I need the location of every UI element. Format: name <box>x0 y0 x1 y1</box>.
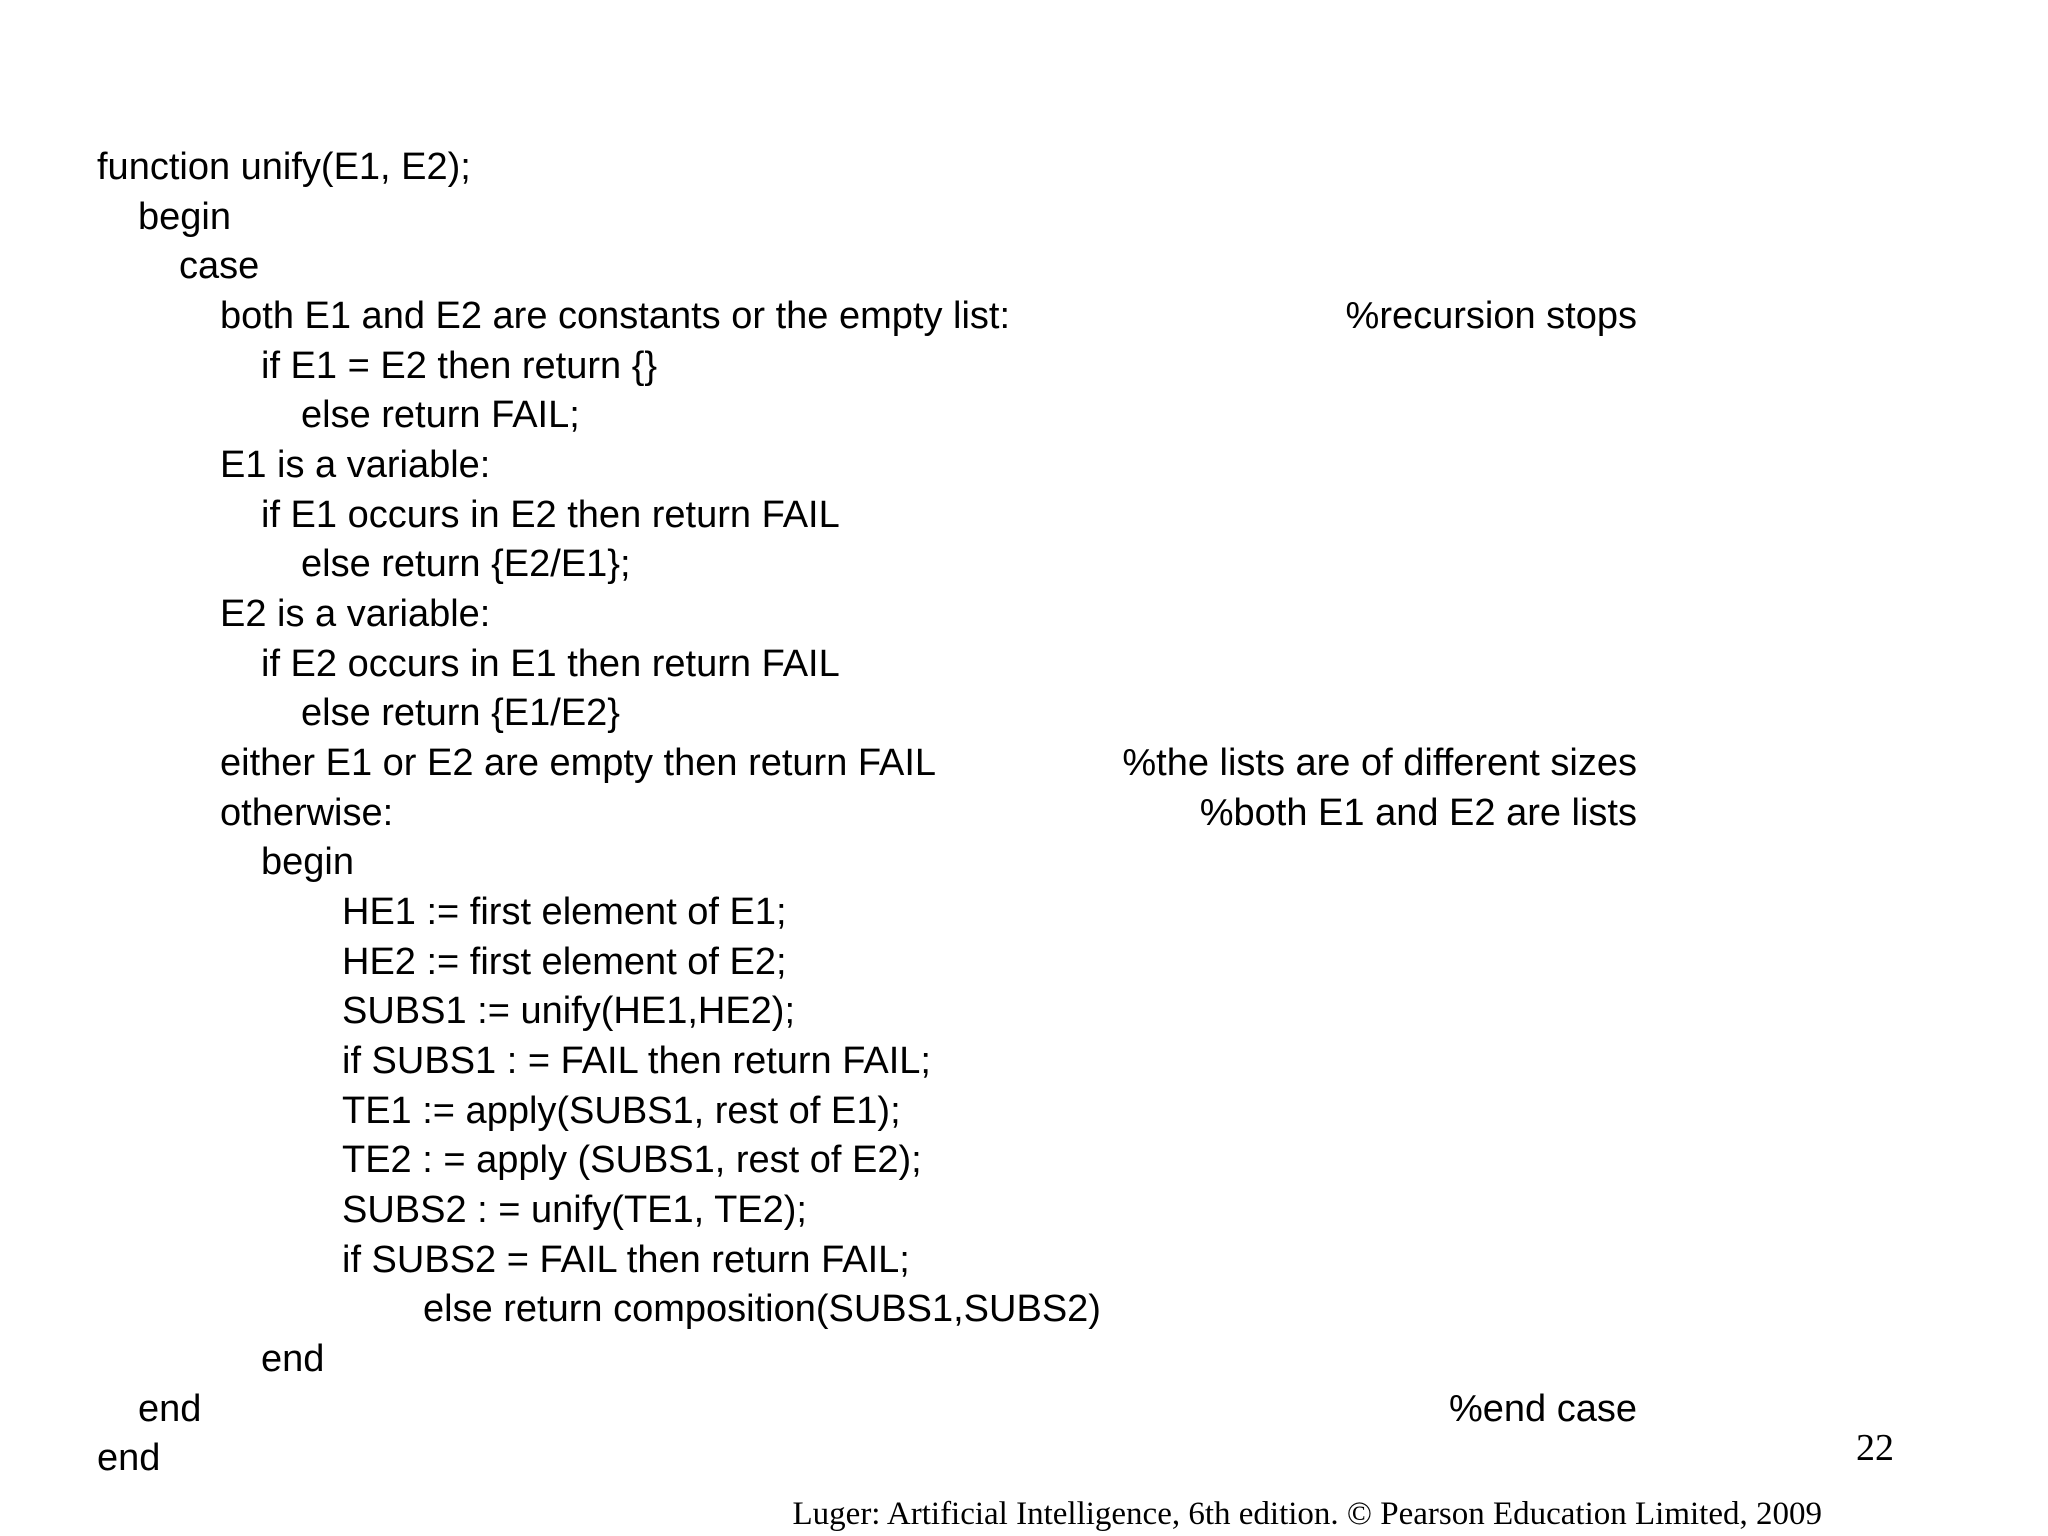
code-comment: %end case <box>1448 1388 1637 1430</box>
code-line <box>0 291 2048 341</box>
code-line <box>0 1135 2048 1185</box>
code-line-text: both E1 and E2 are constants or the empty list: <box>220 295 1011 337</box>
code-line-text: if E2 occurs in E1 then return FAIL <box>261 643 840 685</box>
code-line-text: TE2 : = apply (SUBS1, rest of E2); <box>342 1139 922 1181</box>
code-line-text: SUBS1 := unify(HE1,HE2); <box>342 990 796 1032</box>
code-comment: %the lists are of different sizes <box>1122 742 1637 784</box>
code-line <box>0 1036 2048 1086</box>
code-line <box>0 390 2048 440</box>
code-line <box>0 589 2048 639</box>
code-line-text: begin <box>261 841 354 883</box>
code-line <box>0 539 2048 589</box>
code-line <box>0 1284 2048 1334</box>
code-line <box>0 639 2048 689</box>
code-line <box>0 241 2048 291</box>
code-line-text: end <box>261 1338 325 1380</box>
code-line-text: either E1 or E2 are empty then return FAIL <box>220 742 937 784</box>
code-line <box>0 142 2048 192</box>
code-line-text: case <box>179 245 260 287</box>
code-line <box>0 937 2048 987</box>
code-line <box>0 986 2048 1036</box>
code-line-text: HE1 := first element of E1; <box>342 891 787 933</box>
code-line <box>0 1384 2048 1434</box>
code-line <box>0 788 2048 838</box>
code-line-text: else return {E1/E2} <box>301 692 620 734</box>
code-line-text: if E1 = E2 then return {} <box>261 345 658 387</box>
code-comment: %recursion stops <box>1345 295 1637 337</box>
code-line <box>0 1235 2048 1285</box>
code-line <box>0 1334 2048 1384</box>
code-line-text: function unify(E1, E2); <box>97 146 471 188</box>
page-number: 22 <box>1856 1427 1894 1469</box>
code-line-text: else return composition(SUBS1,SUBS2) <box>423 1288 1101 1330</box>
code-line <box>0 688 2048 738</box>
code-line-text: else return {E2/E1}; <box>301 543 631 585</box>
code-line-text: else return FAIL; <box>301 394 580 436</box>
code-line-text: if E1 occurs in E2 then return FAIL <box>261 494 840 536</box>
code-line-text: begin <box>138 196 231 238</box>
code-line <box>0 490 2048 540</box>
code-line-text: if SUBS1 : = FAIL then return FAIL; <box>342 1040 931 1082</box>
code-line-text: if SUBS2 = FAIL then return FAIL; <box>342 1239 910 1281</box>
code-line <box>0 1433 2048 1483</box>
code-comment: %both E1 and E2 are lists <box>1199 792 1637 834</box>
code-line-text: E2 is a variable: <box>220 593 491 635</box>
code-line-text: end <box>138 1388 202 1430</box>
code-line <box>0 837 2048 887</box>
footer-credit: Luger: Artificial Intelligence, 6th edition. © Pearson Education Limited, 2009 <box>792 1496 1822 1532</box>
code-line-text: SUBS2 : = unify(TE1, TE2); <box>342 1189 807 1231</box>
code-line <box>0 887 2048 937</box>
code-line <box>0 192 2048 242</box>
code-line-text: E1 is a variable: <box>220 444 491 486</box>
code-line-text: otherwise: <box>220 792 394 834</box>
code-line <box>0 1185 2048 1235</box>
code-line <box>0 738 2048 788</box>
code-line-text: TE1 := apply(SUBS1, rest of E1); <box>342 1090 901 1132</box>
code-line-text: end <box>97 1437 161 1479</box>
code-line <box>0 341 2048 391</box>
code-line-text: HE2 := first element of E2; <box>342 941 787 983</box>
code-line <box>0 440 2048 490</box>
code-line <box>0 1086 2048 1136</box>
